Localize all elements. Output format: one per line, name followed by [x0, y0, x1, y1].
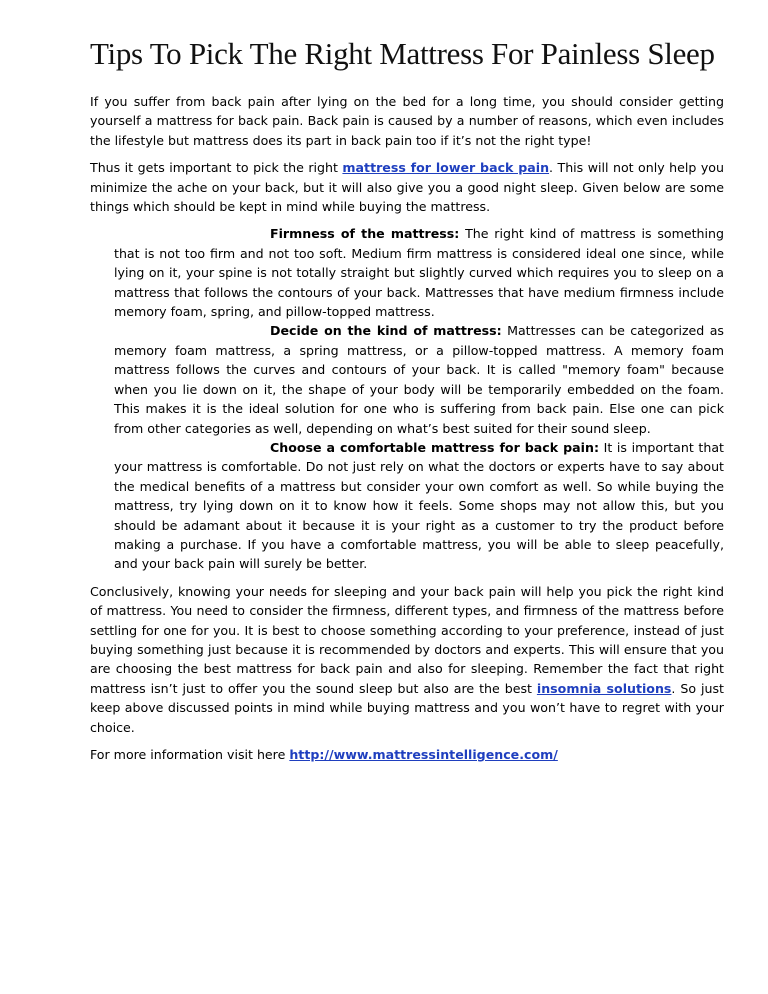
tip-text: Mattresses can be categorized as memory foam mattress, a spring mattress, or a pillow-topped mattress. A memory foam mattress follows the curves and contours of your back. It is called "memory foam" because when you lie down on it, the shape of your body will be temporarily embedded on the foam. This makes it is the ideal solution for one who is suffering from back pain. Else one can pick from other categories as well, depending on what’s best suited for their sound sleep. — [114, 323, 724, 436]
mattressintelligence-url-link[interactable]: http://www.mattressintelligence.com/ — [289, 747, 558, 762]
insomnia-solutions-link[interactable]: insomnia solutions — [536, 680, 672, 696]
page-title: Tips To Pick The Right Mattress For Painless Sleep — [90, 36, 715, 71]
second-paragraph-text-end: . This will not only help you minimize the ache on your back, but it will also give you a good night sleep. Given below are some things which should be kept in mind while buying the mattress. — [90, 160, 724, 215]
second-paragraph-text: Thus it gets important to pick the right — [90, 160, 343, 176]
tip-text: The right kind of mattress is something that is not too firm and not too soft. Medium firm mattress is considered ideal one since, while lying on it, your spine is not totally straight but slightly curved which requires you to sleep on a mattress that follows the contours of your back. Mattresses that have medium firmness include memory foam, spring, and pillow-topped mattress. — [114, 226, 724, 320]
tip-text: It is important that your mattress is comfortable. Do not just rely on what the doctors or experts have to say about the medical benefits of a mattress but consider your own comfort as well. So while buying the mattress, try lying down on it to know how it feels. Some shops may not allow this, but you should be adamant about it because it is your right as a customer to try the product before making a purchase. If you have a comfortable mattress, you will be able to sleep peacefully, and your back pain will surely be better. — [114, 439, 724, 572]
tip-heading: Decide on the kind of mattress: — [270, 323, 502, 339]
document-page — [90, 34, 724, 772]
tip-comfort — [114, 438, 724, 574]
second-paragraph — [90, 158, 724, 216]
mattress-lower-back-pain-link[interactable]: mattress for lower back pain — [342, 160, 550, 176]
tips-list — [114, 224, 724, 573]
intro-paragraph: If you suffer from back pain after lying on the bed for a long time, you should consider getting yourself a mattress for back pain. Back pain is caused by a number of reasons, which even includes the lifestyle but mattress does its part in back pain too if it’s not the right type! — [90, 94, 724, 148]
tip-firmness — [114, 224, 724, 321]
tip-kind — [114, 321, 724, 437]
tip-heading: Choose a comfortable mattress for back pain: — [270, 439, 599, 455]
tip-heading: Firmness of the mattress: — [270, 226, 460, 242]
footer-paragraph — [90, 745, 724, 764]
conclusion-text: Conclusively, knowing your needs for sleeping and your back pain will help you pick the right kind of mattress. You need to consider the firmness, different types, and firmness of the mattress before settling for one for you. It is best to choose something according to your preference, instead of just buying something just because it is recommended by doctors and experts. This will ensure that you are choosing the best mattress for back pain and also for sleeping. Remember the fact that right mattress isn’t just to offer you the sound sleep but also are the best — [90, 583, 724, 696]
conclusion-text-end: . So just keep above discussed points in mind while buying mattress and you won’t have to regret with your choice. — [90, 680, 724, 735]
conclusion-paragraph — [90, 582, 724, 737]
footer-text: For more information visit here — [90, 747, 290, 762]
